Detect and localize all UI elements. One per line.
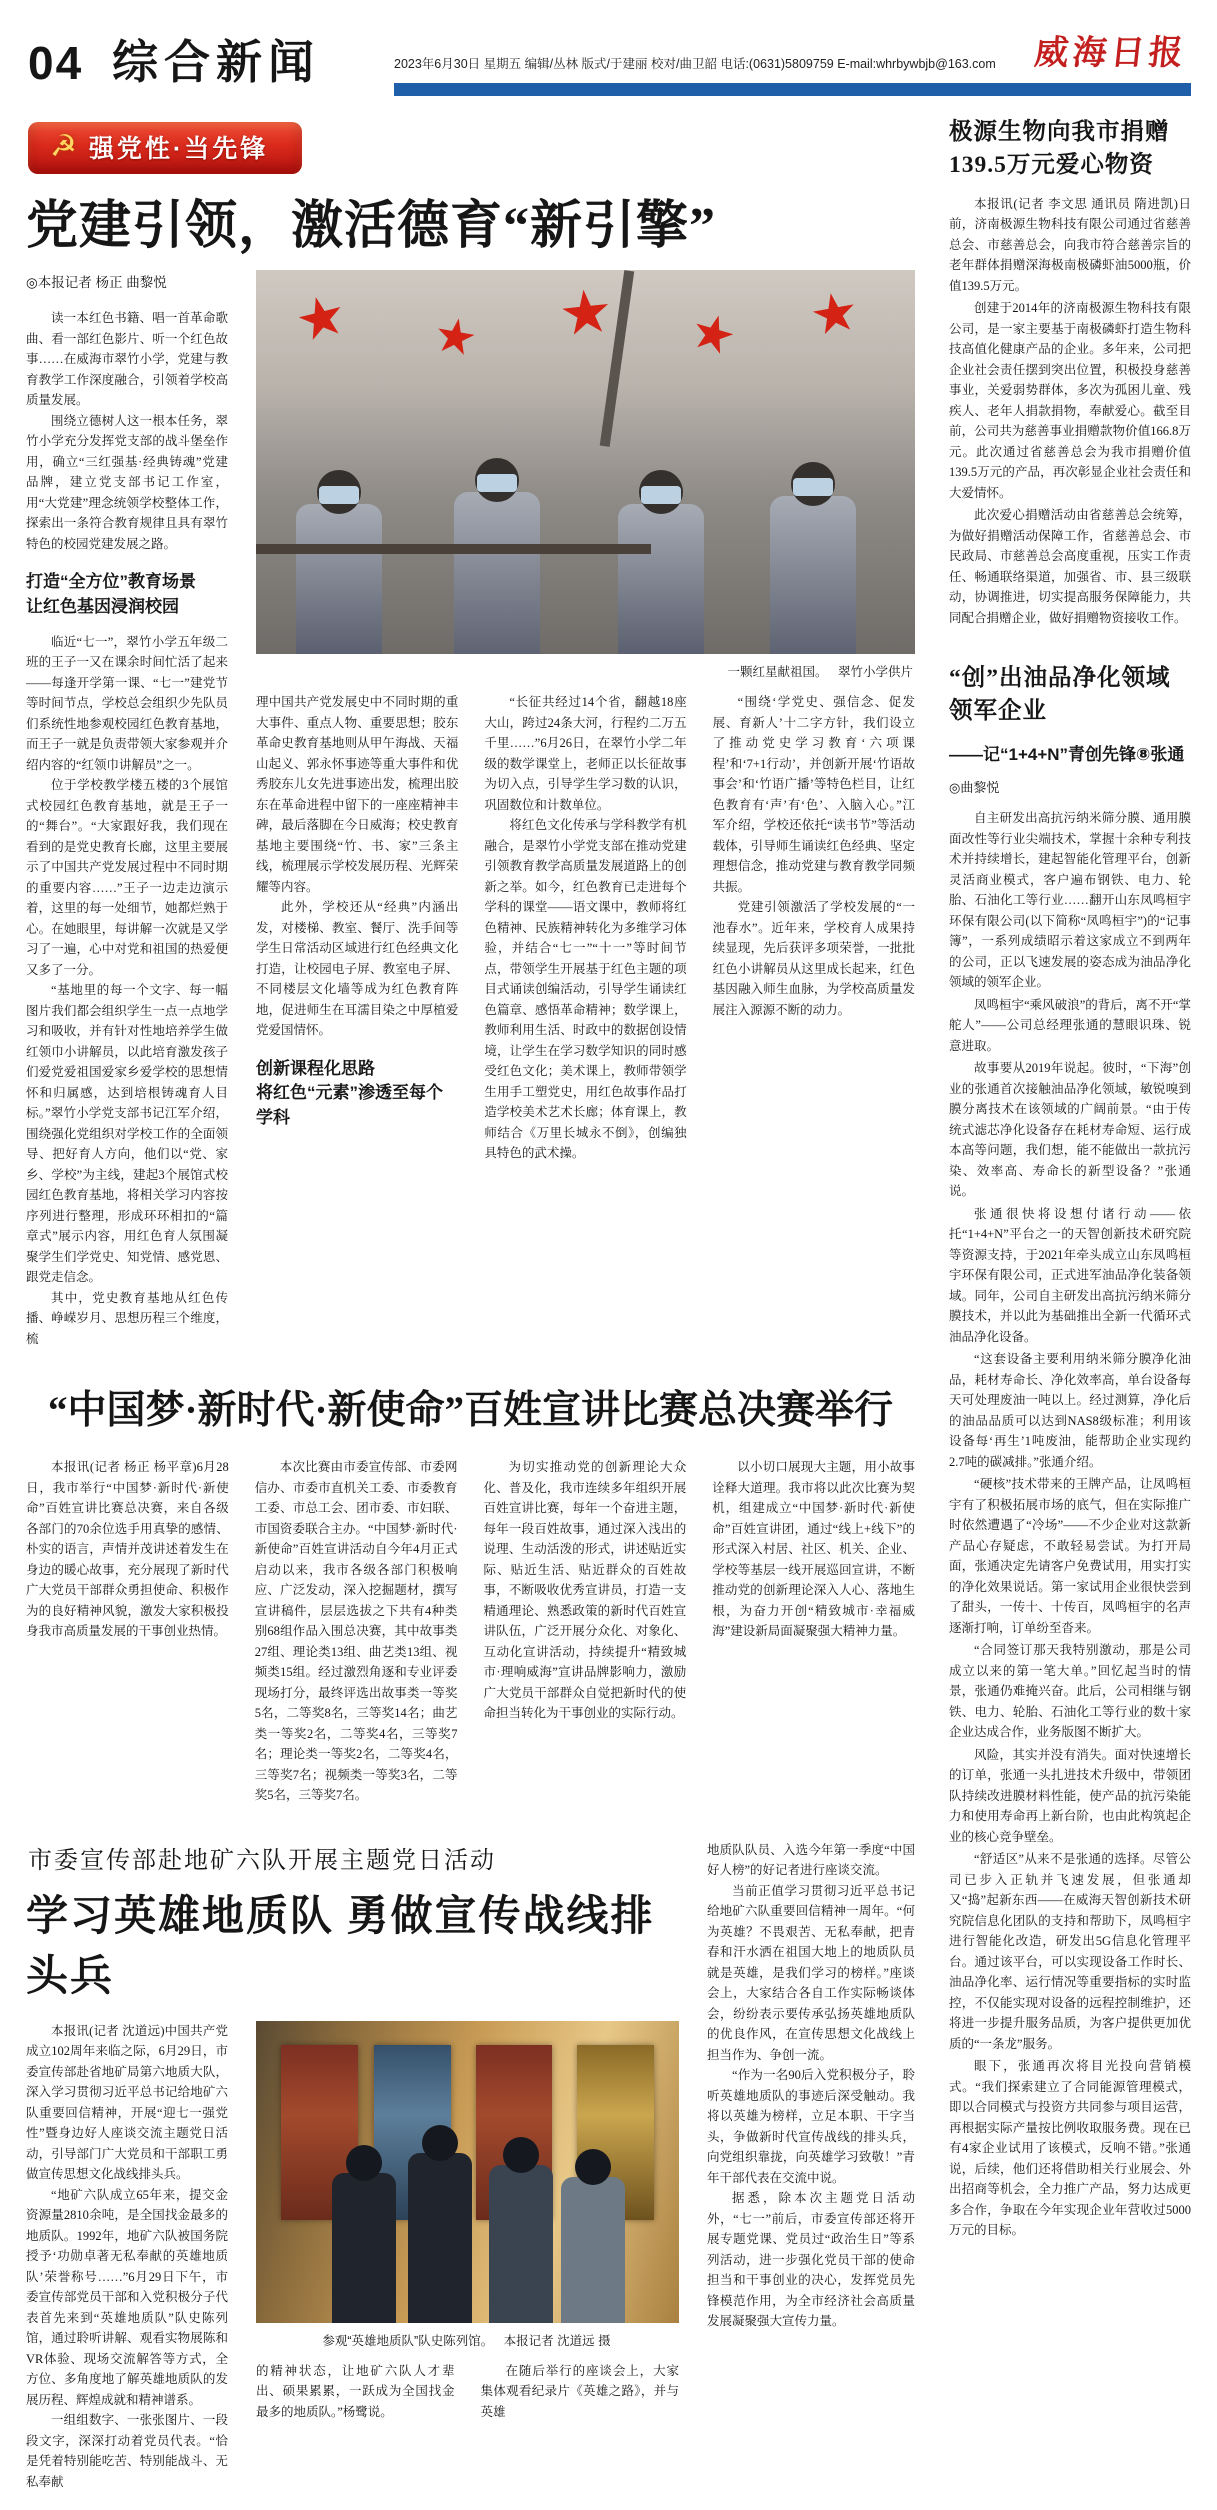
caption-credit: 翠竹小学供片 bbox=[837, 665, 913, 680]
subhead-line: 将红色“元素”渗透至每个学科 bbox=[256, 1083, 443, 1128]
headline-line: “创”出油品净化领域 bbox=[949, 665, 1171, 692]
page-number: 04 bbox=[28, 37, 84, 89]
bottom-article-body bbox=[26, 2021, 679, 2493]
page-header bbox=[26, 10, 1191, 98]
red-star-icon: ★ bbox=[429, 307, 482, 367]
paragraph: 一组组数字、一张张图片、一段段文字，深深打动着党员代表。“恰是凭着特别能吃苦、特别能战斗、无私奉献 bbox=[26, 2413, 228, 2489]
red-star-icon: ★ bbox=[288, 282, 353, 355]
sidebar-article-donation bbox=[949, 116, 1191, 628]
red-star-icon: ★ bbox=[684, 300, 743, 367]
left-area bbox=[26, 112, 915, 2492]
top-flow-paragraphs bbox=[256, 692, 458, 1041]
paragraph: 本报讯(记者 李文思 通讯员 隋进凯)日前，济南极源生物科技有限公司通过省慈善总会、市慈善总会，向我市符合慈善宗旨的老年群体捐赠深海极南极磷虾油5000瓶，价值139.5万元。 bbox=[949, 196, 1191, 293]
top-article-right bbox=[256, 270, 915, 1349]
sidebar bbox=[949, 112, 1191, 2492]
top-article-byline: ◎本报记者 杨正 曲黎悦 bbox=[26, 275, 167, 291]
sidebar-article2-paragraphs bbox=[949, 808, 1191, 2241]
top-article-columns bbox=[256, 692, 915, 1164]
subhead-line: 让红色基因浸润校园 bbox=[26, 597, 179, 616]
student-figure bbox=[770, 496, 856, 654]
paragraph: 本报讯(记者 沈道远)中国共产党成立102周年来临之际，6月29日，市委宣传部赴省地矿局第六地质大队，深入学习贯彻习近平总书记给地矿六队重要回信精神，开展“迎七一强党性”暨身边好人座谈交流主题党日活动，引导部门广大党员和干部职工勇做宣传思想文化战线排头兵。 bbox=[26, 2023, 228, 2182]
sidebar-article1-paragraphs bbox=[949, 194, 1191, 629]
top-col1-paragraphs bbox=[26, 308, 228, 554]
bottom-article-headline: 学习英雄地质队 勇做宣传战线排头兵 bbox=[26, 1893, 655, 2000]
paragraph: “长征共经过14个省，翻越18座大山，跨过24条大河，行程约二万五千里……”6月26日，在翠竹小学二年级的数学课堂上，老师正以长征故事为切入点，引导学生学习数的认识，巩固数位和计数单位。 bbox=[484, 695, 687, 812]
photo-detail bbox=[256, 544, 651, 554]
top-photo-caption bbox=[256, 662, 913, 680]
paragraph: “这套设备主要利用纳米筛分膜净化油品，耗材寿命长、净化效率高，单台设备每天可处理废油一吨以上。经过测算，净化后的油品品质可以达到NAS8级标准；利用该设备每‘再生’1吨废油，能帮助企业实现约2.7吨的碳减排。”张通介绍。 bbox=[949, 1352, 1191, 1469]
paragraph: 以小切口展现大主题，用小故事诠释大道理。我市将以此次比赛为契机，组建成立“中国梦·新时代·新使命”百姓宣讲团，通过“线上+线下”的形式深入村居、社区、机关、企业、学校等基层一线开展巡回宣讲，不断推动党的创新理论深入人心、落地生根，为奋力开创“精致城市·幸福威海”建设新局面凝聚强大精神力量。 bbox=[712, 1460, 915, 1639]
paragraph: 临近“七一”，翠竹小学五年级二班的王子一又在课余时间忙活了起来——每逢开学第一课、“七一”建党节等时间节点，学校总会组织少先队员们系统性地参观校园红色教育基地，而王子一就是负责带领大家参观并介绍内容的“红领巾讲解员”之一。 bbox=[26, 634, 228, 772]
banner-label: 强党性·当先锋 bbox=[88, 135, 269, 163]
red-star-icon: ★ bbox=[555, 277, 617, 349]
student-figure bbox=[296, 504, 382, 654]
paragraph: 凤鸣桓宇“乘风破浪”的背后，离不开“掌舵人”——公司总经理张通的慧眼识珠、锐意进取。 bbox=[949, 997, 1191, 1053]
top-subhead-1 bbox=[26, 570, 228, 619]
bottom-article-kicker: 市委宣传部赴地矿六队开展主题党日活动 bbox=[28, 1846, 496, 1874]
paragraph: “硬核”技术带来的王牌产品，让凤鸣桓宇有了积极拓展市场的底气，但在实际推广时依然遭遇了“冷场”——不少企业对这款新产品心存疑虑，不敢轻易尝试。为打开局面，张通决定先请客户免费试用，用实打实的净化效果说话。第一家试用企业很快尝到了甜头，一传十、十传百，凤鸣桓宇的名声逐渐打响，订单纷至沓来。 bbox=[949, 1477, 1191, 1635]
subhead-line: 打造“全方位”教育场景 bbox=[26, 572, 196, 592]
header-rule bbox=[394, 83, 1191, 96]
main-grid bbox=[26, 112, 1191, 2492]
paragraph: “地矿六队成立65年来，提交金资源量2810余吨，是全国找金最多的地质队。1992年，地矿六队被国务院授予‘功勋卓著无私奉献的英雄地质队’荣誉称号……”6月29日下午，市委宣传部党员干部和入党积极分子代表首先来到“英雄地质队”队史陈列馆，通过聆听讲解、观看实物展陈和VR体验、现场交流解答等方式，全方位、多角度地了解英雄地质队的发展历程、辉煌成就和精神谱系。 bbox=[26, 2187, 228, 2407]
paragraph: 围绕立德树人这一根本任务，翠竹小学充分发挥党支部的战斗堡垒作用，确立“三红强基·经典铸魂”党建品牌，建立党支部书记工作室，用“大党建”理念统领学校整体工作，探索出一条符合教育规律且具有翠竹特色的校园党建发展之路。 bbox=[26, 413, 228, 551]
paragraph: 为切实推动党的创新理论大众化、普及化，我市连续多年组织开展百姓宣讲比赛，每年一个奋进主题，每年一段百姓故事，通过深入浅出的说理、生动活泼的形式，讲述贴近实际、贴近生活、贴近群众的百姓故事，不断吸收优秀宣讲员，打造一支精通理论、熟悉政策的新时代百姓宣讲队伍，广泛开展分众化、对象化、互动化宣讲活动，持续提升“精致城市·理响威海”宣讲品牌影响力，激励广大党员干部群众自觉把新时代的使命担当转化为干事创业的实际行动。 bbox=[483, 1460, 687, 1721]
paragraph: 眼下，张通再次将目光投向营销模式。“我们探索建立了合同能源管理模式，即以合同模式与投资方共同参与项目运营，再根据实际产量按比例收取服务费。现在已有4家企业试用了该模式，反响不错。”张通说，后续，他们还将借助相关行业展会、外出招商等机会，全力推广产品，努力达成更多合作，争取在今年实现企业年营收过5000万元的目标。 bbox=[949, 2059, 1191, 2238]
newspaper-masthead: 威海日报 bbox=[1032, 35, 1189, 72]
paragraph: 创建于2014年的济南极源生物科技有限公司，是一家主要基于南极磷虾打造生物科技高值化健康产品的企业。多年来，公司把企业社会责任摆到突出位置，积极投身慈善事业，关爱弱势群体，多次为孤困儿童、残疾人、老年人捐款捐物，奉献爱心。截至目前，公司共为慈善事业捐赠款物价值166.8万元。此次通过省慈善总会为我市捐赠价值139.5万元的产品，再次彰显企业社会责任和大爱情怀。 bbox=[949, 301, 1191, 500]
subhead-line: 创新课程化思路 bbox=[256, 1058, 375, 1078]
paragraph: “合同签订那天我特别激动，那是公司成立以来的第一笔大单。”回忆起当时的情景，张通仍难掩兴奋。此后，公司相继与钢铁、电力、轮胎、石油化工等行业的数十家企业达成合作，业务版图不断扩大。 bbox=[949, 1643, 1191, 1740]
paragraph: 将红色文化传承与学科教学有机融合，是翠竹小学党支部在推动党建引领教育教学高质量发展道路上的创新之举。如今，红色教育已走进每个学科的课堂——语文课中，教师将红色精神、民族精神转化为多维学习体验，并结合“七一”“十一”等时间节点，带领学生开展基于红色主题的项目式诵读创编活动，引导学生诵读红色篇章、感悟革命精神；数学课上，教师利用生活、时政中的数据创设情境，让学生在学习数学知识的同时感受红色文化；美术课上，教师带领学生用手工塑党史，用红色故事作品打造学校美术艺术长廊；体育课上，教师结合《万里长城永不倒》，创编独具特色的武术操。 bbox=[484, 818, 687, 1161]
paragraph: “舒适区”从来不是张通的选择。尽管公司已步入正轨并飞速发展，但张通却又“捣”起新东西——在威海天智创新技术研究院信息化团队的支持和帮助下，凤鸣桓宇进行智能化改造，研发出5G信息化管理平台。通过该平台，可以实现设备工作时长、油品净化率、运行情况等重要指标的实时监控，不仅能实现对设备的远程控制维护，还将进一步提升服务品质，为客户提供更加优质的“一条龙”服务。 bbox=[949, 1852, 1191, 2051]
visitor-figure bbox=[489, 2165, 553, 2323]
photo-exhibition-visit bbox=[256, 2021, 679, 2323]
paragraph: 此外，学校还从“经典”内涵出发，对楼梯、教室、餐厅、洗手间等学生日常活动区域进行红色经典文化打造，让校园电子屏、教室电子屏、不同楼层文化墙等成为红色教育阵地，促进师生在耳濡目染之中厚植爱党爱国情怀。 bbox=[256, 900, 459, 1038]
bottom-middle-columns bbox=[256, 2361, 679, 2423]
bottom-col1 bbox=[26, 2021, 228, 2493]
paragraph: 本次比赛由市委宣传部、市委网信办、市委市直机关工委、市委教育工委、市总工会、团市委、市妇联、市国资委联合主办。“中国梦·新时代·新使命”百姓宣讲活动自今年4月正式启动以来，我市各级各部门积极响应、广泛发动，深入挖掘题材，撰写宣讲稿件，层层选拔之下共有4种类别68组作品入围总决赛，其中故事类27组、理论类13组、曲艺类13组、视频类15组。经过激烈角逐和专业评委现场打分，最终评选出故事类一等奖5名，二等奖8名，三等奖14名；曲艺类一等奖2名，二等奖4名，三等奖7名；理论类一等奖2名，二等奖4名，三等奖7名；视频类一等奖3名，二等奖5名，三等奖7名。 bbox=[254, 1460, 458, 1803]
visitor-figure bbox=[408, 2153, 472, 2323]
paragraph: 其中，党史教育基地从红色传播、峥嵘岁月、思想历程三个维度，梳 bbox=[26, 1290, 228, 1346]
top-flow-paragraphs-2 bbox=[484, 692, 915, 1164]
paragraph: 当前正值学习贯彻习近平总书记给地矿六队重要回信精神一周年。“何为英雄？不畏艰苦、无私奉献，把青春和汗水洒在祖国大地上的地质队员就是英雄，是我们学习的榜样。”座谈会上，大家结合各自工作实际畅谈体会，纷纷表示要传承弘扬英雄地质队的优良作风，在宣传思想文化战线上担当作为、争创一流。 bbox=[707, 1883, 915, 2062]
headline-line: 139.5万元爱心物资 bbox=[949, 151, 1154, 178]
sidebar-article2-subtitle: ——记“1+4+N”青创先锋⑧张通 bbox=[949, 745, 1185, 765]
sidebar-article-entrepreneur bbox=[949, 662, 1191, 2240]
headline-line: 极源生物向我市捐赠 bbox=[949, 119, 1170, 145]
red-star-icon: ★ bbox=[804, 279, 863, 348]
paragraph: 张通很快将设想付诸行动——依托“1+4+N”平台之一的天智创新技术研究院等资源支持，于2021年牵头成立山东凤鸣桓宇环保有限公司，正式进军油品净化装备领域。同年，公司自主研发出高抗污纳米筛分膜技术，并以此为基础推出全新一代循环式油品净化设备。 bbox=[949, 1206, 1191, 1344]
paragraph: 故事要从2019年说起。彼时，“下海”创业的张通首次接触油品净化领域，敏锐嗅到膜分离技术在该领域的广阔前景。“由于传统式滤芯净化设备存在耗材寿命短、运行成本高等问题，我们想，能不能做出一款抗污染、效率高、寿命长的新型设备？”张通说。 bbox=[949, 1061, 1191, 1199]
middle-article-columns bbox=[26, 1457, 915, 1806]
visitor-figure bbox=[561, 2177, 625, 2323]
paragraph: 地质队队员、入选今年第一季度“中国好人榜”的好记者进行座谈交流。 bbox=[707, 1842, 915, 1878]
sidebar-article1-headline bbox=[949, 116, 1191, 182]
paragraph: “基地里的每一个文字、每一幅图片我们都会组织学生一点一点地学习和吸收，并有针对性地培养学生做红领巾小讲解员，以此培育激发孩子们爱党爱祖国爱家乡爱学校的思想情怀和归属感，达到培根铸魂育人目标。”翠竹小学党支部书记江军介绍，围绕强化党组织对学校工作的全面领导、把好育人方向，他们以“党、家乡、学校”为主线，建起3个展馆式校园红色教育基地，将相关学习内容按序列进行整理，形成环环相扣的“篇章式”展示内容，用红色育人氛围凝聚学生们学党史、知党情、感党恩、跟党走信念。 bbox=[26, 983, 228, 1285]
paragraph: 本报讯(记者 杨正 杨平章)6月28日，我市举行“中国梦·新时代·新使命”百姓宣讲比赛总决赛，来自各级各部门的70余位选手用真挚的感情、朴实的语言，声情并茂讲述着发生在身边的暖心故事，充分展现了新时代广大党员干部群众勇担使命、积极作为的良好精神风貌，激发大家积极投身我市高质量发展的干事创业热情。 bbox=[26, 1460, 229, 1639]
bottom-article bbox=[26, 1840, 915, 2493]
paragraph: 位于学校教学楼五楼的3个展馆式校园红色教育基地，就是王子一的“舞台”。“大家跟好我，我们现在看到的是党史教育长廊，这里主要展示了中国共产党发展过程中不同时期的重要内容……”王子一边走边演示着，这里的每一处细节，她都烂熟于心。在她眼里，每讲解一次就是又学习了一遍，心中对党和祖国的热爱便又多了一分。 bbox=[26, 778, 228, 977]
caption-text: 参观“英雄地质队”队史陈列馆。 bbox=[322, 2333, 494, 2348]
caption-credit: 本报记者 沈道远 摄 bbox=[503, 2333, 611, 2348]
paragraph: 此次爱心捐赠活动由省慈善总会统筹，为做好捐赠活动保障工作，省慈善总会、市民政局、市慈善总会高度重视，压实工作责任、畅通联络渠道，加强省、市、县三级联动，协调推进，切实提高服务保障能力，共同配合捐赠企业，做好捐赠物资接收工作。 bbox=[949, 508, 1191, 625]
edition-info: 2023年6月30日 星期五 编辑/丛林 版式/于建丽 校对/曲卫韶 电话:(0631)5809759 E-mail:whrbywbjb@163.com bbox=[394, 57, 996, 71]
middle-article bbox=[26, 1379, 915, 1806]
sidebar-article2-headline bbox=[949, 662, 1191, 728]
top-article-body bbox=[26, 270, 915, 1349]
top-col1-paragraphs-2 bbox=[26, 632, 228, 1350]
section-title: 综合新闻 bbox=[112, 36, 320, 88]
caption-text: 一颗红星献祖国。 bbox=[727, 665, 828, 680]
paragraph: 理中国共产党发展史中不同时期的重大事件、重点人物、重要思想；胶东革命史教育基地则从甲午海战、天福山起义、郭永怀事迹等重大事件和优秀胶东儿女先进事迹出发，梳理出胶东在革命进程中留下的一座座精神丰碑，最后落脚在今日威海；校史教育基地主要围绕“竹、书、家”三条主线，梳理展示学校发展历程、光辉荣耀等内容。 bbox=[256, 695, 459, 894]
bottom-col4 bbox=[707, 1840, 915, 2493]
middle-article-headline: “中国梦·新时代·新使命”百姓宣讲比赛总决赛举行 bbox=[47, 1389, 893, 1433]
visitor-figure bbox=[332, 2173, 396, 2323]
paragraph: “围绕‘学党史、强信念、促发展、育新人’十二字方针，我们设立了推动党史学习教育‘六项课程’和‘7+1行动’，并创新开展‘竹语故事会’和‘竹语广播’等特色栏目，让红色教育有‘声’有‘色’、入脑入心。”江军介绍，学校还依托“读书节”等活动载体，引导师生诵读红色经典、坚定理想信念，推动党建与教育教学同频共振。 bbox=[712, 695, 915, 894]
paragraph: 据悉，除本次主题党日活动外，“七一”前后，市委宣传部还将开展专题党课、党员过“政治生日”等系列活动，进一步强化党员干部的使命担当和干事创业的决心，发挥党员先锋模范作用，为全市经济社会高质量发展凝聚强大宣传力量。 bbox=[707, 2191, 915, 2329]
paragraph: 的精神状态，让地矿六队人才辈出、硕果累累，一跃成为全国找金最多的地质队。”杨鹭说。 bbox=[256, 2363, 455, 2419]
bottom-article-left bbox=[26, 1840, 679, 2493]
paragraph: 在随后举行的座谈会上，大家集体观看纪录片《英雄之路》，并与英雄 bbox=[480, 2363, 679, 2419]
top-article bbox=[26, 112, 915, 1349]
sidebar-article2-author: ◎曲黎悦 bbox=[949, 780, 1000, 796]
top-subhead-2 bbox=[256, 1057, 458, 1131]
top-article-headline: 党建引领，激活德育“新引擎” bbox=[26, 198, 717, 255]
bottom-middle bbox=[256, 2021, 679, 2493]
student-figure bbox=[618, 504, 704, 654]
student-figure bbox=[454, 492, 540, 654]
paragraph: 自主研发出高抗污纳米筛分膜、通用膜面改性等行业尖端技术，掌握十余种专利技术并持续增长，建起智能化管理平台，创新灵活商业模式，客户遍布钢铁、电力、轮胎、石油化工等行业……翻开山东凤鸣桓宇环保有限公司(以下简称“凤鸣桓宇”)的“记事簿”，一系列成绩昭示着这家成立不到两年的公司，正以飞速发展的姿态成为油品净化领域的领军企业。 bbox=[949, 811, 1191, 990]
paragraph: 风险，其实并没有消失。面对快速增长的订单，张通一头扎进技术升级中，带领团队持续改进膜材料性能，使产品的抗污染能力和使用寿命再上新台阶，也由此构筑起企业的核心竞争壁垒。 bbox=[949, 1747, 1191, 1844]
bottom-photo-caption bbox=[256, 2331, 677, 2349]
headline-line: 领军企业 bbox=[949, 698, 1047, 725]
paragraph: 党建引领激活了学校发展的“一池春水”。近年来，学校育人成果持续显现，先后获评多项荣誉，一批批红色小讲解员从这里成长起来，红色基因融入师生血脉，为学校高质量发展注入源源不断的动力。 bbox=[712, 900, 915, 1017]
photo-students-red-stars bbox=[256, 270, 915, 654]
top-article-col1 bbox=[26, 270, 228, 1349]
paragraph: “作为一名90后入党积极分子，聆听英雄地质队的事迹后深受触动。我将以英雄为榜样，立足本职、干字当头，争做新时代宣传战线的排头兵，向党组织靠拢，向英雄学习致敬！”青年干部代表在交流中说。 bbox=[707, 2068, 915, 2185]
party-emblem-icon: ☭ bbox=[50, 130, 77, 163]
paragraph: 读一本红色书籍、唱一首革命歌曲、看一部红色影片、听一个红色故事……在威海市翠竹小学，党建与教育教学工作深度融合，引领着学校高质量发展。 bbox=[26, 311, 228, 408]
party-campaign-banner bbox=[28, 122, 302, 174]
